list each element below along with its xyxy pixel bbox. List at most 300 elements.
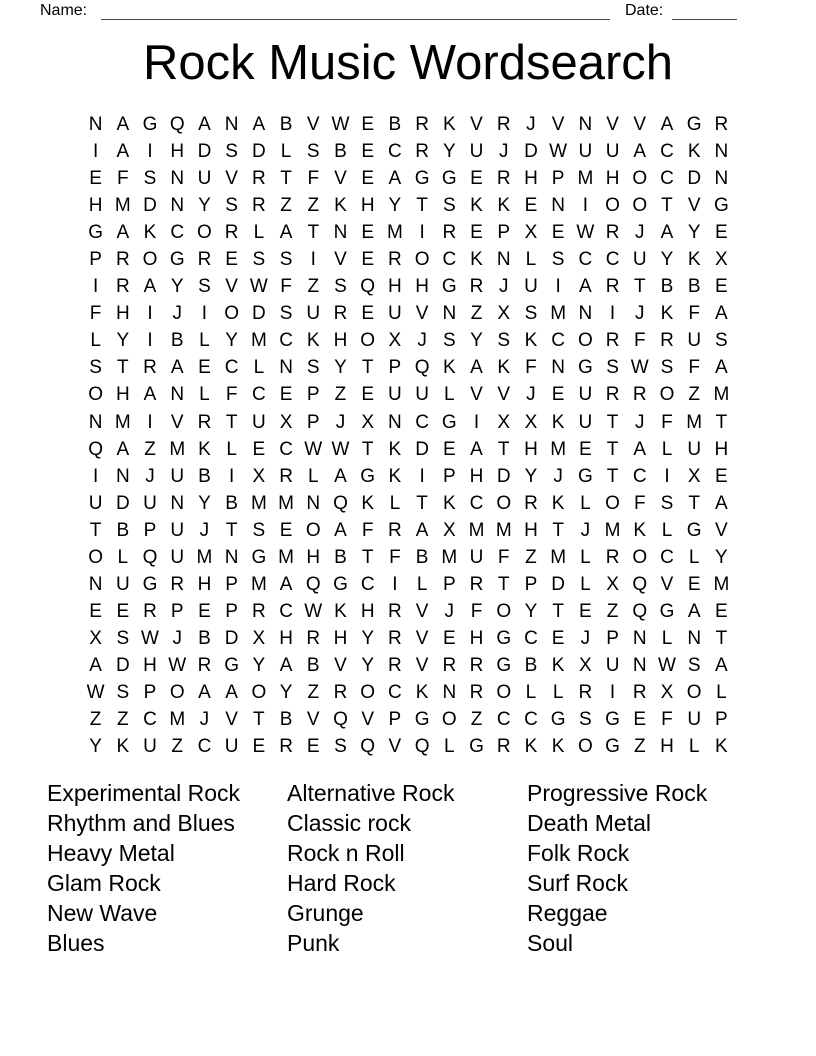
grid-cell: N	[496, 249, 511, 271]
grid-cell: K	[415, 681, 429, 703]
grid-cell: L	[226, 438, 237, 460]
grid-cell: O	[360, 681, 376, 703]
grid-cell: G	[441, 411, 457, 433]
grid-cell: N	[88, 573, 103, 595]
grid-cell: Z	[89, 709, 102, 731]
grid-cell: F	[361, 519, 374, 541]
grid-cell: K	[442, 492, 456, 514]
grid-cell: V	[388, 736, 402, 758]
grid-cell: I	[473, 411, 480, 433]
grid-cell: J	[635, 303, 645, 325]
grid-cell: A	[279, 573, 293, 595]
grid-cell: H	[197, 573, 212, 595]
grid-cell: E	[633, 709, 647, 731]
grid-cell: P	[388, 357, 402, 379]
grid-cell: Y	[198, 492, 211, 514]
grid-cell: E	[715, 276, 728, 298]
grid-cell: K	[551, 736, 565, 758]
grid-cell: E	[279, 519, 293, 541]
grid-cell: J	[498, 141, 509, 163]
grid-cell: M	[386, 222, 403, 244]
grid-cell: R	[714, 114, 729, 135]
grid-cell: Z	[470, 709, 483, 731]
grid-cell: I	[92, 276, 99, 298]
grid-cell: E	[551, 627, 565, 649]
grid-cell: B	[306, 654, 320, 676]
grid-cell: S	[687, 654, 701, 676]
grid-cell: U	[88, 492, 103, 514]
grid-cell: O	[659, 384, 675, 406]
grid-cell: K	[497, 195, 511, 217]
grid-cell: H	[333, 627, 348, 649]
grid-cell: M	[550, 438, 567, 460]
grid-cell: C	[224, 357, 239, 379]
grid-cell: U	[170, 546, 185, 568]
grid-cell: Z	[307, 195, 320, 217]
grid-cell: U	[578, 411, 593, 433]
grid-cell: H	[524, 438, 538, 460]
grid-cell: O	[496, 681, 512, 703]
grid-cell: V	[415, 600, 429, 622]
grid-cell: F	[525, 357, 537, 379]
grid-cell: J	[498, 276, 509, 298]
grid-cell: L	[90, 330, 101, 352]
grid-cell: D	[143, 195, 157, 217]
grid-cell: Q	[88, 438, 103, 460]
grid-cell: S	[715, 330, 728, 352]
grid-cell: R	[197, 249, 212, 271]
grid-cell: S	[306, 357, 320, 379]
grid-cell: M	[250, 492, 267, 514]
grid-cell: T	[606, 465, 619, 487]
grid-cell: G	[577, 465, 593, 487]
grid-cell: B	[170, 330, 184, 352]
grid-cell: O	[360, 330, 376, 352]
grid-cell: K	[306, 330, 320, 352]
grid-cell: L	[688, 736, 700, 758]
grid-cell: R	[279, 736, 293, 758]
grid-cell: Z	[171, 736, 184, 758]
grid-cell: M	[250, 573, 267, 595]
grid-cell: F	[661, 709, 673, 731]
word-list-item: Hard Rock	[287, 870, 396, 896]
grid-cell: N	[442, 681, 457, 703]
grid-cell: P	[143, 681, 157, 703]
grid-cell: B	[198, 465, 211, 487]
grid-cell: O	[251, 681, 267, 703]
grid-cell: B	[388, 114, 402, 135]
grid-cell: R	[605, 330, 620, 352]
grid-cell: K	[388, 438, 402, 460]
grid-cell: A	[470, 438, 483, 460]
grid-cell: I	[229, 465, 235, 487]
grid-cell: G	[360, 465, 376, 487]
grid-cell: R	[496, 114, 511, 135]
grid-cell: E	[470, 222, 483, 244]
grid-cell: I	[582, 195, 588, 217]
grid-cell: Z	[307, 276, 320, 298]
grid-cell: A	[415, 519, 429, 541]
grid-cell: M	[196, 546, 213, 568]
date-blank-line[interactable]	[672, 0, 737, 20]
grid-cell: Q	[632, 573, 648, 595]
grid-cell: G	[169, 249, 185, 271]
grid-cell: C	[143, 709, 157, 731]
grid-cell: I	[555, 276, 561, 298]
grid-cell: V	[225, 276, 238, 298]
grid-cell: W	[141, 627, 159, 649]
grid-cell: E	[361, 222, 375, 244]
grid-cell: R	[605, 546, 620, 568]
grid-cell: R	[632, 384, 647, 406]
grid-cell: O	[224, 303, 240, 325]
grid-cell: V	[415, 654, 429, 676]
grid-cell: T	[307, 222, 320, 244]
grid-cell: E	[116, 600, 130, 622]
grid-cell: J	[444, 600, 455, 622]
grid-cell: X	[442, 519, 456, 541]
grid-cell: F	[688, 303, 700, 325]
word-list-item: Classic rock	[287, 810, 411, 836]
grid-cell: N	[687, 627, 702, 649]
grid-cell: A	[334, 519, 347, 541]
grid-cell: R	[469, 573, 484, 595]
grid-cell: U	[632, 249, 647, 271]
grid-cell: G	[88, 222, 103, 244]
grid-cell: H	[115, 384, 130, 406]
grid-cell: N	[714, 168, 729, 190]
grid-cell: E	[252, 438, 266, 460]
grid-cell: V	[334, 249, 347, 271]
grid-cell: R	[388, 627, 402, 649]
grid-cell: N	[279, 357, 293, 379]
grid-cell: B	[687, 276, 701, 298]
grid-cell: Y	[361, 627, 375, 649]
grid-cell: F	[307, 168, 320, 190]
grid-cell: E	[361, 114, 375, 135]
grid-cell: J	[417, 330, 427, 352]
grid-cell: M	[114, 411, 131, 433]
grid-cell: X	[252, 627, 266, 649]
grid-cell: L	[444, 736, 455, 758]
grid-cell: A	[143, 276, 157, 298]
grid-cell: W	[576, 222, 595, 244]
grid-cell: M	[169, 709, 186, 731]
grid-cell: T	[361, 546, 374, 568]
grid-cell: L	[199, 384, 210, 406]
grid-cell: E	[687, 573, 701, 595]
grid-cell: H	[605, 168, 620, 190]
grid-cell: P	[225, 573, 238, 595]
grid-cell: F	[470, 600, 483, 622]
grid-cell: N	[170, 384, 185, 406]
grid-cell: J	[580, 519, 591, 541]
grid-cell: E	[551, 384, 565, 406]
grid-cell: T	[89, 519, 102, 541]
grid-cell: I	[419, 465, 425, 487]
grid-cell: S	[442, 195, 456, 217]
grid-cell: Y	[470, 330, 483, 352]
grid-cell: R	[605, 384, 620, 406]
grid-cell: Y	[524, 600, 538, 622]
grid-cell: O	[605, 492, 620, 514]
grid-cell: R	[632, 681, 647, 703]
grid-cell: C	[279, 330, 293, 352]
grid-cell: P	[715, 709, 728, 731]
grid-cell: D	[224, 627, 239, 649]
grid-cell: P	[306, 384, 320, 406]
grid-cell: X	[89, 627, 102, 649]
grid-cell: S	[660, 492, 674, 514]
grid-cell: F	[89, 303, 102, 325]
grid-cell: E	[579, 600, 592, 622]
grid-cell: M	[604, 519, 621, 541]
grid-cell: R	[251, 600, 266, 622]
grid-cell: X	[361, 411, 375, 433]
grid-cell: T	[361, 357, 374, 379]
grid-cell: C	[660, 546, 674, 568]
grid-cell: O	[496, 492, 512, 514]
grid-cell: U	[605, 141, 620, 163]
grid-cell: M	[468, 519, 485, 541]
grid-cell: B	[225, 492, 238, 514]
grid-cell: U	[170, 465, 185, 487]
grid-cell: T	[416, 195, 428, 217]
grid-cell: U	[388, 303, 402, 325]
grid-cell: P	[225, 600, 238, 622]
grid-cell: A	[198, 114, 211, 135]
grid-cell: M	[114, 195, 131, 217]
grid-cell: A	[198, 681, 211, 703]
grid-cell: C	[524, 709, 538, 731]
grid-cell: K	[524, 330, 538, 352]
grid-cell: A	[116, 114, 130, 135]
grid-cell: A	[143, 384, 157, 406]
grid-cell: V	[470, 114, 483, 135]
grid-cell: V	[170, 411, 184, 433]
grid-cell: E	[442, 438, 456, 460]
grid-cell: R	[524, 492, 538, 514]
grid-cell: Z	[307, 681, 320, 703]
grid-cell: S	[225, 195, 238, 217]
grid-cell: G	[686, 114, 702, 135]
word-list-item: Heavy Metal	[47, 840, 175, 866]
grid-cell: X	[687, 465, 701, 487]
grid-cell: L	[580, 573, 591, 595]
grid-cell: N	[224, 114, 239, 135]
grid-cell: I	[664, 465, 670, 487]
grid-cell: V	[415, 303, 429, 325]
grid-cell: R	[415, 141, 429, 163]
page-title: Rock Music Wordsearch	[142, 36, 674, 90]
grid-cell: W	[630, 357, 649, 379]
grid-cell: S	[442, 330, 456, 352]
grid-cell: K	[660, 303, 674, 325]
grid-cell: T	[661, 195, 673, 217]
grid-cell: E	[551, 222, 565, 244]
grid-cell: O	[632, 546, 648, 568]
grid-cell: N	[551, 357, 565, 379]
word-list-item: New Wave	[47, 900, 158, 926]
grid-cell: R	[388, 600, 402, 622]
grid-cell: G	[550, 709, 566, 731]
grid-cell: H	[469, 627, 484, 649]
grid-cell: P	[497, 222, 511, 244]
grid-cell: V	[225, 709, 238, 731]
grid-cell: D	[415, 438, 429, 460]
grid-cell: B	[279, 114, 293, 135]
grid-cell: G	[605, 736, 620, 758]
grid-cell: T	[253, 709, 265, 731]
grid-cell: X	[660, 681, 674, 703]
grid-cell: U	[415, 384, 429, 406]
grid-cell: H	[115, 303, 130, 325]
grid-cell: V	[470, 384, 483, 406]
grid-cell: O	[88, 384, 103, 406]
grid-cell: T	[497, 438, 510, 460]
grid-cell: O	[577, 330, 593, 352]
grid-cell: Y	[252, 654, 266, 676]
grid-cell: N	[632, 654, 647, 676]
grid-cell: R	[251, 195, 266, 217]
grid-cell: Z	[688, 384, 700, 406]
grid-cell: L	[688, 546, 700, 568]
grid-cell: E	[225, 249, 238, 271]
grid-cell: V	[225, 168, 238, 190]
grid-cell: M	[713, 384, 730, 406]
grid-cell: X	[252, 465, 266, 487]
grid-cell: D	[524, 141, 538, 163]
grid-cell: D	[251, 141, 266, 163]
word-list-column	[527, 778, 707, 958]
grid-cell: R	[143, 357, 157, 379]
word-list-item: Rock n Roll	[287, 840, 405, 866]
grid-cell: R	[605, 222, 620, 244]
grid-cell: L	[716, 681, 727, 703]
grid-cell: L	[552, 681, 564, 703]
grid-cell: C	[524, 627, 538, 649]
grid-cell: G	[251, 546, 267, 568]
header-row	[0, 0, 816, 30]
grid-cell: I	[147, 303, 153, 325]
grid-cell: A	[116, 222, 130, 244]
grid-cell: L	[253, 222, 265, 244]
grid-cell: E	[89, 600, 102, 622]
grid-cell: R	[197, 654, 212, 676]
grid-cell: H	[360, 600, 375, 622]
grid-cell: Q	[414, 357, 430, 379]
grid-cell: L	[661, 438, 673, 460]
grid-cell: U	[687, 709, 702, 731]
grid-cell: H	[143, 654, 157, 676]
word-list-item: Surf Rock	[527, 870, 628, 896]
grid-cell: K	[687, 249, 701, 271]
grid-cell: E	[306, 736, 320, 758]
grid-cell: U	[306, 303, 321, 325]
grid-cell: H	[279, 627, 293, 649]
grid-cell: E	[524, 195, 538, 217]
grid-cell: X	[279, 411, 293, 433]
grid-cell: G	[659, 600, 675, 622]
grid-cell: U	[687, 330, 702, 352]
grid-cell: R	[333, 681, 348, 703]
grid-cell: I	[609, 303, 616, 325]
grid-cell: S	[252, 249, 266, 271]
grid-cell: Y	[89, 736, 102, 758]
grid-cell: A	[715, 654, 728, 676]
grid-cell: M	[550, 303, 567, 325]
grid-cell: C	[388, 681, 402, 703]
grid-cell: R	[578, 681, 593, 703]
grid-cell: H	[524, 519, 538, 541]
grid-cell: K	[334, 195, 347, 217]
grid-cell: U	[578, 141, 593, 163]
grid-cell: R	[251, 168, 266, 190]
grid-cell: P	[388, 709, 402, 731]
grid-cell: R	[442, 654, 457, 676]
grid-cell: Y	[198, 195, 211, 217]
grid-cell: L	[307, 465, 319, 487]
grid-cell: E	[198, 357, 211, 379]
grid-cell: X	[579, 654, 592, 676]
grid-cell: W	[549, 141, 568, 163]
grid-cell: S	[279, 249, 293, 271]
grid-cell: F	[688, 357, 700, 379]
grid-cell: R	[388, 654, 402, 676]
grid-cell: J	[172, 303, 182, 325]
grid-cell: P	[524, 573, 538, 595]
grid-cell: J	[145, 465, 155, 487]
word-list-item: Glam Rock	[47, 870, 161, 896]
grid-cell: M	[250, 330, 267, 352]
grid-cell: K	[551, 492, 565, 514]
grid-cell: C	[251, 384, 266, 406]
grid-cell: T	[633, 276, 646, 298]
grid-cell: U	[170, 519, 185, 541]
grid-cell: C	[279, 438, 293, 460]
grid-cell: J	[526, 384, 536, 406]
grid-cell: A	[660, 222, 674, 244]
date-label: Date:	[625, 2, 664, 19]
grid-cell: B	[660, 276, 674, 298]
word-list-item: Experimental Rock	[47, 780, 241, 806]
grid-cell: K	[470, 195, 483, 217]
grid-cell: V	[660, 573, 674, 595]
grid-cell: C	[660, 168, 674, 190]
name-blank-line[interactable]	[101, 0, 610, 20]
grid-cell: P	[89, 249, 102, 271]
grid-cell: T	[715, 411, 728, 433]
grid-cell: Y	[660, 249, 674, 271]
grid-cell: A	[170, 357, 184, 379]
grid-cell: G	[496, 627, 512, 649]
word-list-column	[287, 778, 454, 958]
grid-cell: T	[606, 438, 619, 460]
grid-cell: T	[416, 492, 428, 514]
grid-cell: E	[198, 600, 211, 622]
grid-cell: N	[388, 411, 402, 433]
word-list-item: Rhythm and Blues	[47, 810, 235, 836]
grid-cell: E	[252, 736, 266, 758]
grid-cell: S	[279, 303, 293, 325]
grid-cell: E	[715, 222, 728, 244]
grid-cell: V	[415, 627, 429, 649]
grid-cell: C	[170, 222, 185, 244]
grid-cell: H	[170, 141, 185, 163]
grid-cell: R	[469, 681, 484, 703]
grid-cell: A	[279, 654, 293, 676]
grid-cell: J	[553, 465, 563, 487]
